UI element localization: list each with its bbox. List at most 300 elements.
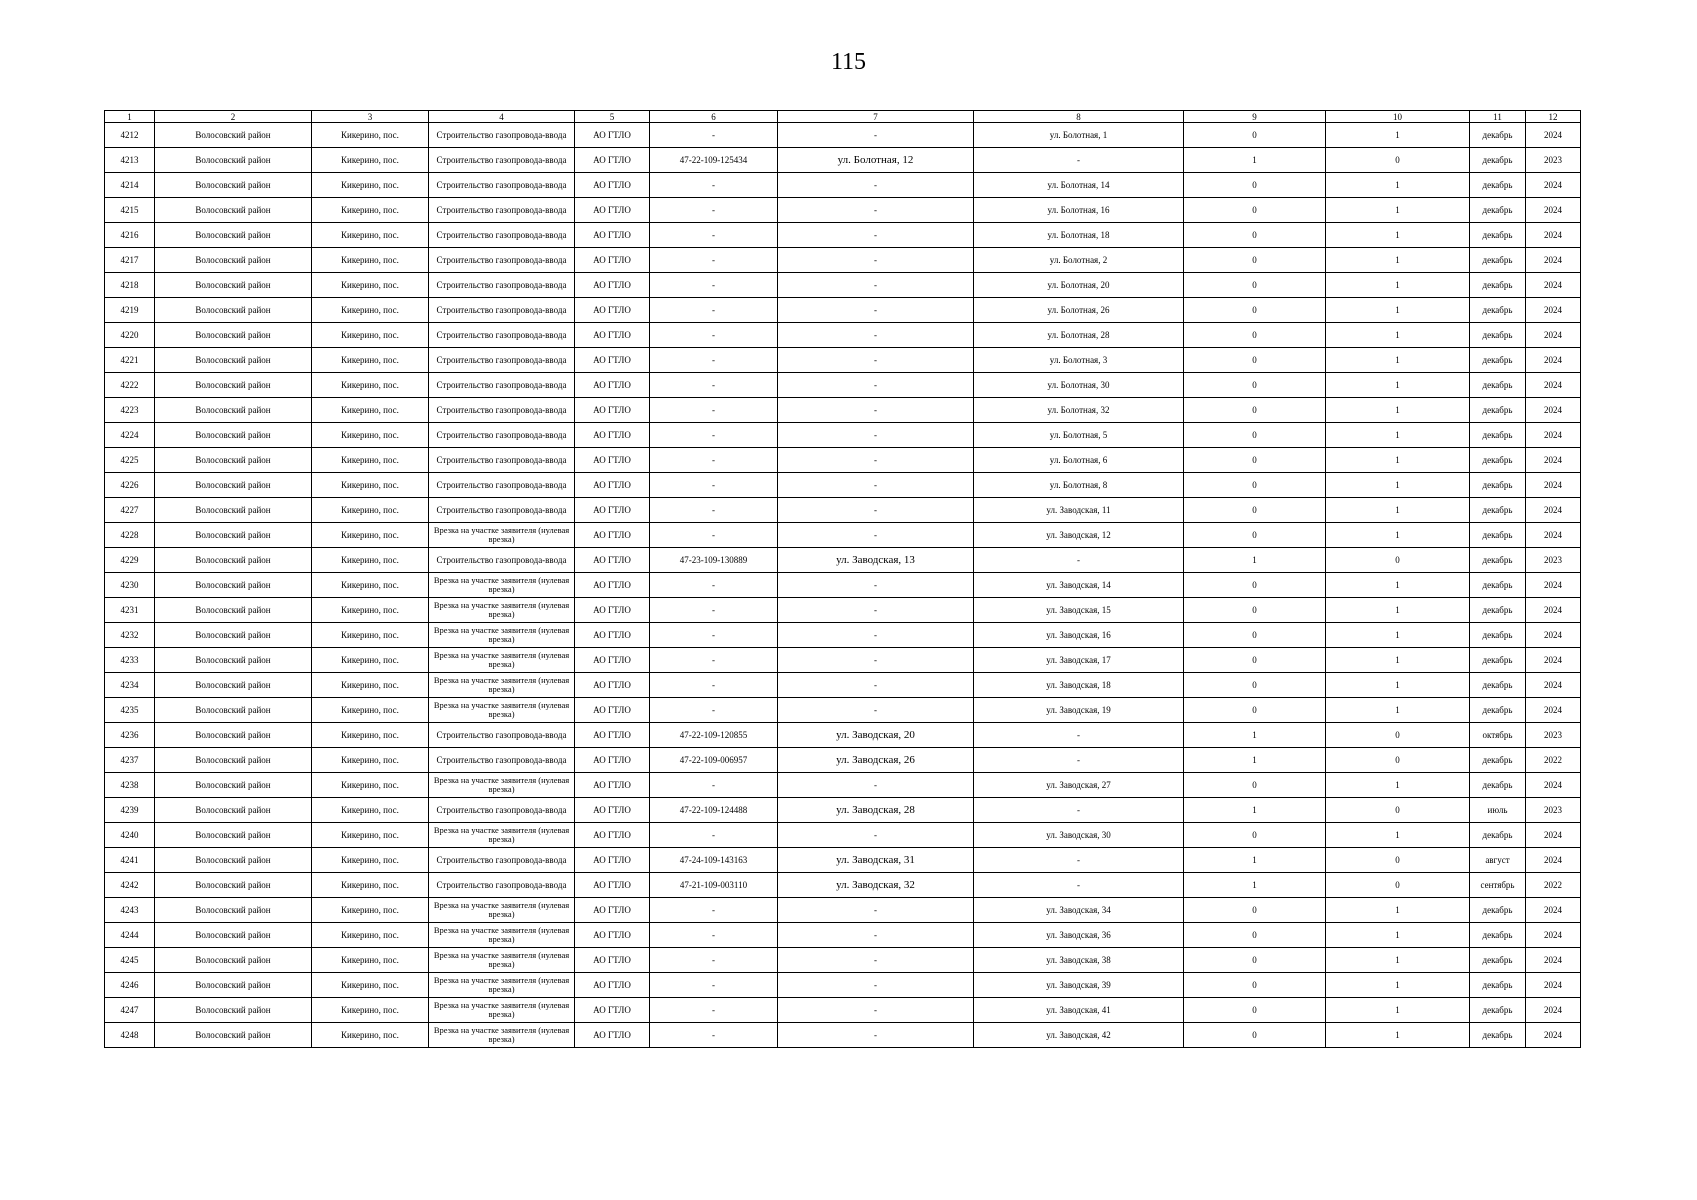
count-planned-cell: 1 xyxy=(1326,923,1470,948)
year-cell: 2024 xyxy=(1526,923,1581,948)
work-type-cell: Строительство газопровода-ввода xyxy=(429,873,575,898)
cadastral-number-cell: - xyxy=(650,423,778,448)
cadastral-number-cell: - xyxy=(650,973,778,998)
work-type-cell: Врезка на участке заявителя (нулевая врезка) xyxy=(429,673,575,698)
district-cell: Волосовский район xyxy=(155,773,312,798)
count-existing-cell: 0 xyxy=(1184,823,1326,848)
district-cell: Волосовский район xyxy=(155,848,312,873)
settlement-cell: Кикерино, пос. xyxy=(312,248,429,273)
district-cell: Волосовский район xyxy=(155,898,312,923)
month-cell: декабрь xyxy=(1470,623,1526,648)
connection-address-cell: - xyxy=(974,548,1184,573)
record-number-cell: 4220 xyxy=(105,323,155,348)
month-cell: сентябрь xyxy=(1470,873,1526,898)
work-type-cell: Врезка на участке заявителя (нулевая врезка) xyxy=(429,998,575,1023)
organization-cell: АО ГТЛО xyxy=(575,773,650,798)
month-cell: декабрь xyxy=(1470,123,1526,148)
year-cell: 2024 xyxy=(1526,773,1581,798)
year-cell: 2024 xyxy=(1526,698,1581,723)
connection-address-cell: ул. Заводская, 12 xyxy=(974,523,1184,548)
table-row xyxy=(105,673,1581,698)
connection-address-cell: ул. Болотная, 28 xyxy=(974,323,1184,348)
organization-cell: АО ГТЛО xyxy=(575,398,650,423)
year-cell: 2024 xyxy=(1526,598,1581,623)
year-cell: 2024 xyxy=(1526,673,1581,698)
count-planned-cell: 1 xyxy=(1326,973,1470,998)
record-number-cell: 4230 xyxy=(105,573,155,598)
connection-address-cell: - xyxy=(974,848,1184,873)
district-cell: Волосовский район xyxy=(155,648,312,673)
work-type-cell: Врезка на участке заявителя (нулевая врезка) xyxy=(429,573,575,598)
district-cell: Волосовский район xyxy=(155,473,312,498)
count-planned-cell: 1 xyxy=(1326,673,1470,698)
district-cell: Волосовский район xyxy=(155,998,312,1023)
count-existing-cell: 0 xyxy=(1184,948,1326,973)
count-planned-cell: 1 xyxy=(1326,448,1470,473)
register-table xyxy=(104,110,1581,1048)
settlement-cell: Кикерино, пос. xyxy=(312,473,429,498)
connection-address-cell: ул. Болотная, 5 xyxy=(974,423,1184,448)
cadastral-number-cell: - xyxy=(650,473,778,498)
count-existing-cell: 0 xyxy=(1184,523,1326,548)
organization-cell: АО ГТЛО xyxy=(575,248,650,273)
cadastral-number-cell: - xyxy=(650,823,778,848)
district-cell: Волосовский район xyxy=(155,348,312,373)
cadastral-number-cell: - xyxy=(650,448,778,473)
year-cell: 2022 xyxy=(1526,748,1581,773)
year-cell: 2024 xyxy=(1526,623,1581,648)
table-row xyxy=(105,398,1581,423)
settlement-cell: Кикерино, пос. xyxy=(312,673,429,698)
year-cell: 2024 xyxy=(1526,173,1581,198)
count-planned-cell: 0 xyxy=(1326,848,1470,873)
district-cell: Волосовский район xyxy=(155,423,312,448)
count-planned-cell: 0 xyxy=(1326,798,1470,823)
table-row xyxy=(105,448,1581,473)
work-type-cell: Строительство газопровода-ввода xyxy=(429,448,575,473)
connection-address-cell: ул. Болотная, 32 xyxy=(974,398,1184,423)
count-existing-cell: 0 xyxy=(1184,173,1326,198)
connection-address-cell: ул. Болотная, 3 xyxy=(974,348,1184,373)
count-existing-cell: 1 xyxy=(1184,148,1326,173)
district-cell: Волосовский район xyxy=(155,248,312,273)
organization-cell: АО ГТЛО xyxy=(575,223,650,248)
connection-address-cell: ул. Заводская, 27 xyxy=(974,773,1184,798)
month-cell: август xyxy=(1470,848,1526,873)
organization-cell: АО ГТЛО xyxy=(575,698,650,723)
connection-address-cell: ул. Заводская, 34 xyxy=(974,898,1184,923)
count-existing-cell: 0 xyxy=(1184,973,1326,998)
work-type-cell: Строительство газопровода-ввода xyxy=(429,498,575,523)
work-type-cell: Врезка на участке заявителя (нулевая врезка) xyxy=(429,773,575,798)
record-number-cell: 4224 xyxy=(105,423,155,448)
object-address-cell: - xyxy=(778,898,974,923)
month-cell: декабрь xyxy=(1470,323,1526,348)
settlement-cell: Кикерино, пос. xyxy=(312,973,429,998)
work-type-cell: Строительство газопровода-ввода xyxy=(429,748,575,773)
record-number-cell: 4238 xyxy=(105,773,155,798)
connection-address-cell: ул. Болотная, 20 xyxy=(974,273,1184,298)
settlement-cell: Кикерино, пос. xyxy=(312,573,429,598)
district-cell: Волосовский район xyxy=(155,923,312,948)
cadastral-number-cell: - xyxy=(650,898,778,923)
work-type-cell: Строительство газопровода-ввода xyxy=(429,198,575,223)
object-address-cell: - xyxy=(778,448,974,473)
object-address-cell: ул. Заводская, 31 xyxy=(778,848,974,873)
object-address-cell: - xyxy=(778,123,974,148)
cadastral-number-cell: - xyxy=(650,573,778,598)
table-row xyxy=(105,598,1581,623)
cadastral-number-cell: - xyxy=(650,198,778,223)
column-header-2: 2 xyxy=(155,111,312,123)
column-header-10: 10 xyxy=(1326,111,1470,123)
count-planned-cell: 1 xyxy=(1326,1023,1470,1048)
count-planned-cell: 1 xyxy=(1326,298,1470,323)
year-cell: 2024 xyxy=(1526,848,1581,873)
count-planned-cell: 1 xyxy=(1326,648,1470,673)
work-type-cell: Строительство газопровода-ввода xyxy=(429,473,575,498)
count-planned-cell: 1 xyxy=(1326,598,1470,623)
record-number-cell: 4222 xyxy=(105,373,155,398)
count-existing-cell: 0 xyxy=(1184,898,1326,923)
object-address-cell: - xyxy=(778,248,974,273)
count-existing-cell: 1 xyxy=(1184,748,1326,773)
object-address-cell: - xyxy=(778,298,974,323)
record-number-cell: 4217 xyxy=(105,248,155,273)
table-row xyxy=(105,723,1581,748)
table-row xyxy=(105,198,1581,223)
column-header-11: 11 xyxy=(1470,111,1526,123)
connection-address-cell: ул. Болотная, 18 xyxy=(974,223,1184,248)
month-cell: декабрь xyxy=(1470,273,1526,298)
year-cell: 2024 xyxy=(1526,473,1581,498)
connection-address-cell: ул. Болотная, 6 xyxy=(974,448,1184,473)
cadastral-number-cell: - xyxy=(650,248,778,273)
object-address-cell: - xyxy=(778,423,974,448)
count-planned-cell: 0 xyxy=(1326,723,1470,748)
count-planned-cell: 1 xyxy=(1326,523,1470,548)
settlement-cell: Кикерино, пос. xyxy=(312,848,429,873)
cadastral-number-cell: - xyxy=(650,398,778,423)
count-planned-cell: 1 xyxy=(1326,898,1470,923)
organization-cell: АО ГТЛО xyxy=(575,348,650,373)
settlement-cell: Кикерино, пос. xyxy=(312,1023,429,1048)
cadastral-number-cell: - xyxy=(650,1023,778,1048)
count-planned-cell: 1 xyxy=(1326,373,1470,398)
settlement-cell: Кикерино, пос. xyxy=(312,748,429,773)
district-cell: Волосовский район xyxy=(155,548,312,573)
settlement-cell: Кикерино, пос. xyxy=(312,623,429,648)
count-existing-cell: 0 xyxy=(1184,1023,1326,1048)
object-address-cell: - xyxy=(778,648,974,673)
count-planned-cell: 1 xyxy=(1326,423,1470,448)
month-cell: декабрь xyxy=(1470,523,1526,548)
count-existing-cell: 0 xyxy=(1184,698,1326,723)
settlement-cell: Кикерино, пос. xyxy=(312,548,429,573)
object-address-cell: - xyxy=(778,973,974,998)
count-existing-cell: 0 xyxy=(1184,273,1326,298)
count-existing-cell: 0 xyxy=(1184,398,1326,423)
object-address-cell: - xyxy=(778,623,974,648)
count-planned-cell: 0 xyxy=(1326,148,1470,173)
work-type-cell: Строительство газопровода-ввода xyxy=(429,798,575,823)
month-cell: декабрь xyxy=(1470,773,1526,798)
object-address-cell: - xyxy=(778,273,974,298)
count-planned-cell: 1 xyxy=(1326,323,1470,348)
count-existing-cell: 0 xyxy=(1184,348,1326,373)
column-header-8: 8 xyxy=(974,111,1184,123)
cadastral-number-cell: 47-21-109-003110 xyxy=(650,873,778,898)
cadastral-number-cell: - xyxy=(650,648,778,673)
connection-address-cell: ул. Заводская, 15 xyxy=(974,598,1184,623)
object-address-cell: - xyxy=(778,773,974,798)
organization-cell: АО ГТЛО xyxy=(575,273,650,298)
settlement-cell: Кикерино, пос. xyxy=(312,798,429,823)
table-row xyxy=(105,823,1581,848)
count-existing-cell: 0 xyxy=(1184,323,1326,348)
settlement-cell: Кикерино, пос. xyxy=(312,198,429,223)
record-number-cell: 4240 xyxy=(105,823,155,848)
count-existing-cell: 0 xyxy=(1184,648,1326,673)
connection-address-cell: ул. Заводская, 16 xyxy=(974,623,1184,648)
work-type-cell: Строительство газопровода-ввода xyxy=(429,248,575,273)
count-existing-cell: 0 xyxy=(1184,198,1326,223)
table-row xyxy=(105,748,1581,773)
organization-cell: АО ГТЛО xyxy=(575,798,650,823)
cadastral-number-cell: - xyxy=(650,173,778,198)
district-cell: Волосовский район xyxy=(155,623,312,648)
district-cell: Волосовский район xyxy=(155,198,312,223)
connection-address-cell: ул. Заводская, 19 xyxy=(974,698,1184,723)
record-number-cell: 4233 xyxy=(105,648,155,673)
connection-address-cell: ул. Болотная, 14 xyxy=(974,173,1184,198)
object-address-cell: - xyxy=(778,223,974,248)
connection-address-cell: ул. Заводская, 11 xyxy=(974,498,1184,523)
district-cell: Волосовский район xyxy=(155,173,312,198)
year-cell: 2024 xyxy=(1526,348,1581,373)
settlement-cell: Кикерино, пос. xyxy=(312,448,429,473)
connection-address-cell: - xyxy=(974,798,1184,823)
cadastral-number-cell: 47-22-109-006957 xyxy=(650,748,778,773)
year-cell: 2024 xyxy=(1526,523,1581,548)
record-number-cell: 4218 xyxy=(105,273,155,298)
connection-address-cell: ул. Болотная, 16 xyxy=(974,198,1184,223)
settlement-cell: Кикерино, пос. xyxy=(312,523,429,548)
object-address-cell: - xyxy=(778,573,974,598)
count-planned-cell: 1 xyxy=(1326,198,1470,223)
record-number-cell: 4236 xyxy=(105,723,155,748)
connection-address-cell: ул. Заводская, 14 xyxy=(974,573,1184,598)
count-existing-cell: 0 xyxy=(1184,448,1326,473)
cadastral-number-cell: 47-22-109-125434 xyxy=(650,148,778,173)
district-cell: Волосовский район xyxy=(155,1023,312,1048)
year-cell: 2024 xyxy=(1526,573,1581,598)
object-address-cell: - xyxy=(778,998,974,1023)
settlement-cell: Кикерино, пос. xyxy=(312,423,429,448)
district-cell: Волосовский район xyxy=(155,598,312,623)
object-address-cell: ул. Болотная, 12 xyxy=(778,148,974,173)
cadastral-number-cell: - xyxy=(650,373,778,398)
organization-cell: АО ГТЛО xyxy=(575,673,650,698)
record-number-cell: 4231 xyxy=(105,598,155,623)
organization-cell: АО ГТЛО xyxy=(575,848,650,873)
table-row xyxy=(105,123,1581,148)
work-type-cell: Строительство газопровода-ввода xyxy=(429,423,575,448)
count-existing-cell: 0 xyxy=(1184,423,1326,448)
year-cell: 2024 xyxy=(1526,198,1581,223)
table-row xyxy=(105,573,1581,598)
connection-address-cell: ул. Заводская, 38 xyxy=(974,948,1184,973)
month-cell: декабрь xyxy=(1470,173,1526,198)
settlement-cell: Кикерино, пос. xyxy=(312,648,429,673)
count-planned-cell: 1 xyxy=(1326,473,1470,498)
organization-cell: АО ГТЛО xyxy=(575,648,650,673)
month-cell: декабрь xyxy=(1470,423,1526,448)
settlement-cell: Кикерино, пос. xyxy=(312,373,429,398)
count-existing-cell: 1 xyxy=(1184,873,1326,898)
count-existing-cell: 0 xyxy=(1184,998,1326,1023)
district-cell: Волосовский район xyxy=(155,298,312,323)
object-address-cell: - xyxy=(778,923,974,948)
count-existing-cell: 0 xyxy=(1184,223,1326,248)
connection-address-cell: ул. Заводская, 41 xyxy=(974,998,1184,1023)
month-cell: декабрь xyxy=(1470,698,1526,723)
organization-cell: АО ГТЛО xyxy=(575,948,650,973)
month-cell: октябрь xyxy=(1470,723,1526,748)
work-type-cell: Врезка на участке заявителя (нулевая врезка) xyxy=(429,623,575,648)
count-planned-cell: 1 xyxy=(1326,348,1470,373)
column-header-4: 4 xyxy=(429,111,575,123)
table-row xyxy=(105,148,1581,173)
year-cell: 2023 xyxy=(1526,548,1581,573)
year-cell: 2023 xyxy=(1526,798,1581,823)
cadastral-number-cell: - xyxy=(650,623,778,648)
organization-cell: АО ГТЛО xyxy=(575,498,650,523)
count-existing-cell: 0 xyxy=(1184,123,1326,148)
district-cell: Волосовский район xyxy=(155,398,312,423)
object-address-cell: - xyxy=(778,373,974,398)
connection-address-cell: ул. Болотная, 26 xyxy=(974,298,1184,323)
count-existing-cell: 0 xyxy=(1184,598,1326,623)
record-number-cell: 4228 xyxy=(105,523,155,548)
organization-cell: АО ГТЛО xyxy=(575,1023,650,1048)
organization-cell: АО ГТЛО xyxy=(575,123,650,148)
year-cell: 2024 xyxy=(1526,998,1581,1023)
count-planned-cell: 1 xyxy=(1326,773,1470,798)
cadastral-number-cell: 47-23-109-130889 xyxy=(650,548,778,573)
record-number-cell: 4225 xyxy=(105,448,155,473)
table-row xyxy=(105,973,1581,998)
work-type-cell: Строительство газопровода-ввода xyxy=(429,123,575,148)
count-planned-cell: 0 xyxy=(1326,748,1470,773)
month-cell: декабрь xyxy=(1470,498,1526,523)
table-row xyxy=(105,998,1581,1023)
district-cell: Волосовский район xyxy=(155,798,312,823)
district-cell: Волосовский район xyxy=(155,223,312,248)
settlement-cell: Кикерино, пос. xyxy=(312,773,429,798)
object-address-cell: ул. Заводская, 28 xyxy=(778,798,974,823)
cadastral-number-cell: - xyxy=(650,948,778,973)
table-row xyxy=(105,473,1581,498)
work-type-cell: Строительство газопровода-ввода xyxy=(429,398,575,423)
district-cell: Волосовский район xyxy=(155,123,312,148)
month-cell: декабрь xyxy=(1470,998,1526,1023)
connection-address-cell: ул. Заводская, 17 xyxy=(974,648,1184,673)
object-address-cell: - xyxy=(778,673,974,698)
work-type-cell: Строительство газопровода-ввода xyxy=(429,373,575,398)
count-planned-cell: 0 xyxy=(1326,873,1470,898)
table-row xyxy=(105,648,1581,673)
organization-cell: АО ГТЛО xyxy=(575,173,650,198)
work-type-cell: Врезка на участке заявителя (нулевая врезка) xyxy=(429,948,575,973)
year-cell: 2024 xyxy=(1526,973,1581,998)
month-cell: декабрь xyxy=(1470,973,1526,998)
cadastral-number-cell: - xyxy=(650,348,778,373)
connection-address-cell: ул. Болотная, 1 xyxy=(974,123,1184,148)
record-number-cell: 4214 xyxy=(105,173,155,198)
settlement-cell: Кикерино, пос. xyxy=(312,148,429,173)
year-cell: 2024 xyxy=(1526,423,1581,448)
organization-cell: АО ГТЛО xyxy=(575,748,650,773)
table-row xyxy=(105,923,1581,948)
record-number-cell: 4239 xyxy=(105,798,155,823)
year-cell: 2022 xyxy=(1526,873,1581,898)
district-cell: Волосовский район xyxy=(155,573,312,598)
connection-address-cell: - xyxy=(974,148,1184,173)
table-row xyxy=(105,348,1581,373)
organization-cell: АО ГТЛО xyxy=(575,823,650,848)
organization-cell: АО ГТЛО xyxy=(575,873,650,898)
connection-address-cell: - xyxy=(974,723,1184,748)
settlement-cell: Кикерино, пос. xyxy=(312,123,429,148)
count-planned-cell: 1 xyxy=(1326,123,1470,148)
organization-cell: АО ГТЛО xyxy=(575,623,650,648)
table-row xyxy=(105,273,1581,298)
cadastral-number-cell: 47-22-109-120855 xyxy=(650,723,778,748)
object-address-cell: - xyxy=(778,823,974,848)
table-row xyxy=(105,548,1581,573)
object-address-cell: - xyxy=(778,348,974,373)
organization-cell: АО ГТЛО xyxy=(575,448,650,473)
settlement-cell: Кикерино, пос. xyxy=(312,898,429,923)
settlement-cell: Кикерино, пос. xyxy=(312,823,429,848)
count-planned-cell: 1 xyxy=(1326,948,1470,973)
district-cell: Волосовский район xyxy=(155,873,312,898)
object-address-cell: - xyxy=(778,398,974,423)
table-row xyxy=(105,373,1581,398)
column-header-1: 1 xyxy=(105,111,155,123)
table-body xyxy=(105,123,1581,1048)
record-number-cell: 4234 xyxy=(105,673,155,698)
object-address-cell: - xyxy=(778,498,974,523)
record-number-cell: 4223 xyxy=(105,398,155,423)
settlement-cell: Кикерино, пос. xyxy=(312,398,429,423)
settlement-cell: Кикерино, пос. xyxy=(312,348,429,373)
count-existing-cell: 0 xyxy=(1184,498,1326,523)
organization-cell: АО ГТЛО xyxy=(575,298,650,323)
record-number-cell: 4232 xyxy=(105,623,155,648)
record-number-cell: 4235 xyxy=(105,698,155,723)
record-number-cell: 4227 xyxy=(105,498,155,523)
cadastral-number-cell: - xyxy=(650,323,778,348)
settlement-cell: Кикерино, пос. xyxy=(312,323,429,348)
work-type-cell: Строительство газопровода-ввода xyxy=(429,173,575,198)
record-number-cell: 4248 xyxy=(105,1023,155,1048)
settlement-cell: Кикерино, пос. xyxy=(312,223,429,248)
organization-cell: АО ГТЛО xyxy=(575,998,650,1023)
work-type-cell: Врезка на участке заявителя (нулевая врезка) xyxy=(429,823,575,848)
table-row xyxy=(105,523,1581,548)
